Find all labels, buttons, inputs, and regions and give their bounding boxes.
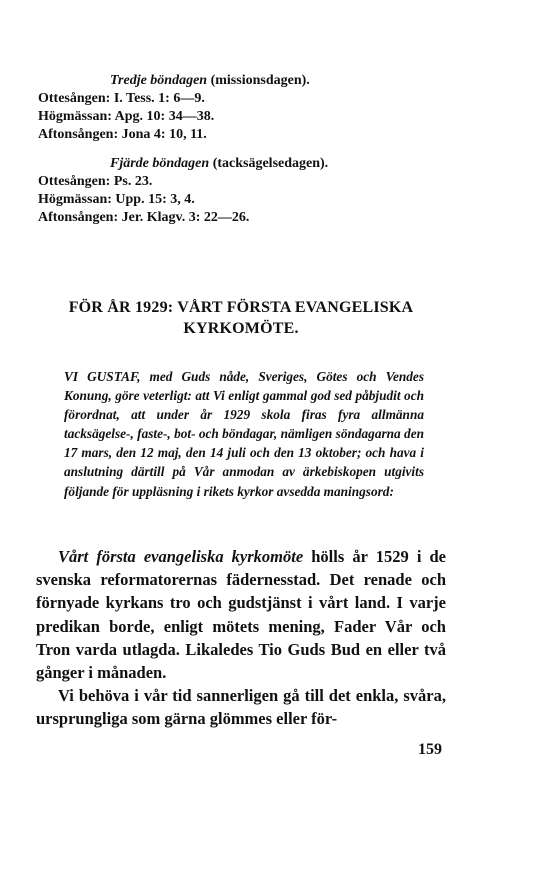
section-heading	[38, 155, 448, 173]
reading-entry: Ottesången: Ps. 23.	[38, 174, 153, 189]
reading-entry: Högmässan: Apg. 10: 34—38.	[38, 109, 215, 124]
paragraph: Vi behöva i vår tid sannerligen gå till det enkla, svåra, ursprungliga som gärna glömmes eller för-	[36, 686, 446, 729]
third-prayer-day-section	[38, 72, 448, 144]
reading-entry: Ottesången: I. Tess. 1: 6—9.	[38, 91, 205, 106]
year-title: FÖR ÅR 1929: VÅRT FÖRSTA EVANGELISKA KYRKOMÖTE.	[68, 299, 414, 337]
reading-entry: Aftonsången: Jona 4: 10, 11.	[38, 127, 207, 142]
day-title: Tredje böndagen	[110, 73, 208, 88]
body-text	[36, 545, 446, 731]
paragraph-rest: hölls år 1529 i de svenska reformatorernas fädernesstad. Det renade och förnyade kyrkans tro och gudstjänst i vårt land. I varje predikan borde, enligt mötets mening, Fader Vår och Tron varda utlagda. Likaledes Tio Guds Bud en eller två gånger i månaden.	[36, 547, 446, 683]
page-number: 159	[418, 741, 442, 758]
day-subtitle: (missionsdagen).	[210, 73, 310, 88]
reading-entry: Högmässan: Upp. 15: 3, 4.	[38, 192, 195, 207]
lead-phrase: Vårt första evangeliska kyrkomöte	[58, 547, 304, 566]
section-heading	[38, 72, 448, 90]
day-subtitle: (tacksägelsedagen).	[212, 156, 329, 171]
reading-entry: Aftonsången: Jer. Klagv. 3: 22—26.	[38, 210, 250, 225]
fourth-prayer-day-section	[38, 155, 448, 227]
royal-proclamation: VI GUSTAF, med Guds nåde, Sveriges, Götes och Vendes Konung, göre veterligt: att Vi enligt gammal god sed påbjudit och förordnat, att under år 1929 skola firas fyra allmänna tacksägelse-, faste-, bot- och böndagar, nämligen söndagarna den 17 mars, den 12 maj, den 14 juli och den 13 oktober; och hava i anslutning därtill på Vår anmodan av ärkebiskopen utgivits följande för uppläsning i rikets kyrkor avsedda maningsord:	[64, 369, 424, 499]
day-title: Fjärde böndagen	[110, 156, 210, 171]
paragraph	[36, 545, 446, 684]
